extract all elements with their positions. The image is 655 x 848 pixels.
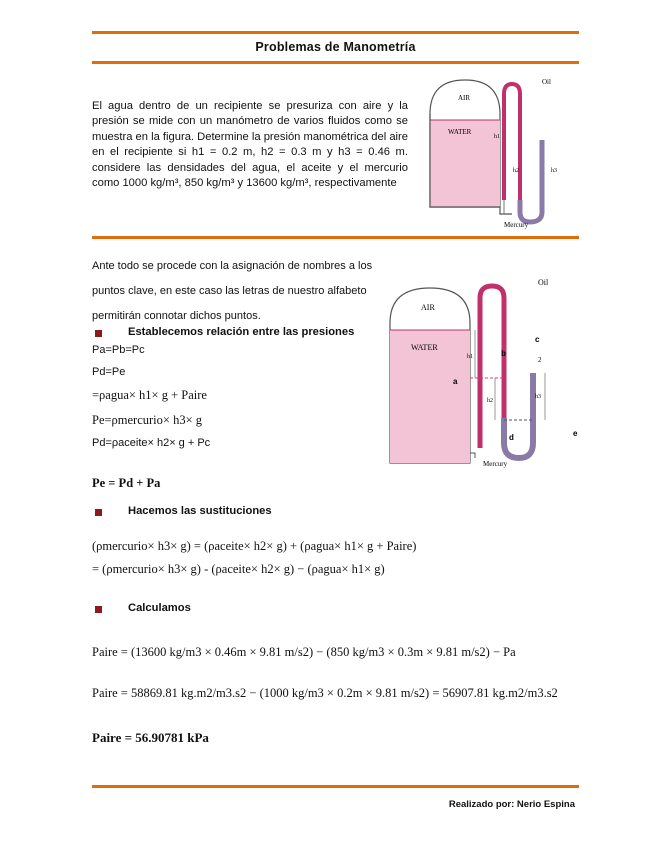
final-result: Paire = 56.90781 kPa xyxy=(92,730,209,745)
point-e: e xyxy=(573,429,578,438)
fig1-h2-label: h2 xyxy=(513,168,519,174)
fig2-h3-label: h3 xyxy=(535,394,541,400)
point-a: a xyxy=(453,377,458,386)
eq-line-1: Pa=Pb=Pc xyxy=(92,344,145,356)
problem-text: El agua dentro de un recipiente se presuriza con aire y la presión se mide con un manómetro de varios fluidos como se muestra en la figura. Determine la presión manométrica del aire en el recipiente si h1 = 0.2 m, h2 = 0.3 m y h3 = 0.46 m. considere las densidades del agua, el aceite y el mercurio como 1000 kg/m³, 850 kg/m³ y 13600 kg/m³, respectivamente xyxy=(92,100,408,190)
substitution-line-1: (ρmercurio× h3× g) = (ρaceite× h2× g) + (ρagua× h1× g + Paire) xyxy=(92,539,417,553)
bullet-2 xyxy=(95,509,102,516)
fig1-oil-label: Oil xyxy=(542,78,551,86)
fig2-h1-label: h1 xyxy=(467,354,473,360)
section-relacion: Establecemos relación entre las presiones xyxy=(128,326,355,338)
fig2-mercury-label: Mercury xyxy=(483,460,508,468)
problem-statement xyxy=(92,99,408,191)
eq-result: Pe = Pd + Pa xyxy=(92,476,161,490)
fig1-air-label: AIR xyxy=(458,94,471,102)
bullet-1 xyxy=(95,330,102,337)
footer-rule xyxy=(92,785,579,788)
section-calculamos: Calculamos xyxy=(128,602,191,614)
fig2-water-label: WATER xyxy=(411,343,438,352)
eq-line-4: Pe=ρmercurio× h3× g xyxy=(92,413,203,427)
eq-line-3: =ρagua× h1× g + Paire xyxy=(92,388,207,402)
calc-line-2: Paire = 58869.81 kg.m2/m3.s2 − (1000 kg/m3 × 0.2m × 9.81 m/s2) = 56907.81 kg.m2/m3.s2 xyxy=(92,686,558,700)
section-rule xyxy=(92,236,579,239)
point-d: d xyxy=(509,433,514,442)
naming-paragraph: Ante todo se procede con la asignación de nombres a los puntos clave, en este caso las letras de nuestro alfabeto permitirán connotar dichos puntos. xyxy=(92,260,373,322)
point-c: c xyxy=(535,335,540,344)
fig1-mercury-label: Mercury xyxy=(504,221,529,229)
eq-line-2: Pd=Pe xyxy=(92,366,126,378)
calc-line-1: Paire = (13600 kg/m3 × 0.46m × 9.81 m/s2) − (850 kg/m3 × 0.3m × 9.81 m/s2) − Pa xyxy=(92,645,516,659)
substitution-line-2: = (ρmercurio× h3× g) - (ρaceite× h2× g) − (ρagua× h1× g) xyxy=(92,562,385,576)
fig2-two-label: 2 xyxy=(538,356,542,364)
fig2-h2-label: h2 xyxy=(487,398,493,404)
bullet-3 xyxy=(95,606,102,613)
fig1-water-label: WATER xyxy=(448,128,472,136)
title-underline xyxy=(92,61,579,64)
eq-line-5: Pd=ρaceite× h2× g + Pc xyxy=(92,437,211,449)
fig1-h1-label: h1 xyxy=(494,134,500,140)
point-b: b xyxy=(501,349,506,358)
footer-author: Realizado por: Nerio Espina xyxy=(448,799,575,810)
fig2-air-label: AIR xyxy=(421,303,435,312)
top-rule xyxy=(92,31,579,34)
page-title: Problemas de Manometría xyxy=(255,40,416,54)
manometer-figure-labeled xyxy=(383,268,583,478)
section-sustituciones: Hacemos las sustituciones xyxy=(128,505,272,517)
fig1-h3-label: h3 xyxy=(551,168,557,174)
manometer-figure-small xyxy=(420,72,570,232)
fig2-oil-label: Oil xyxy=(538,278,549,287)
